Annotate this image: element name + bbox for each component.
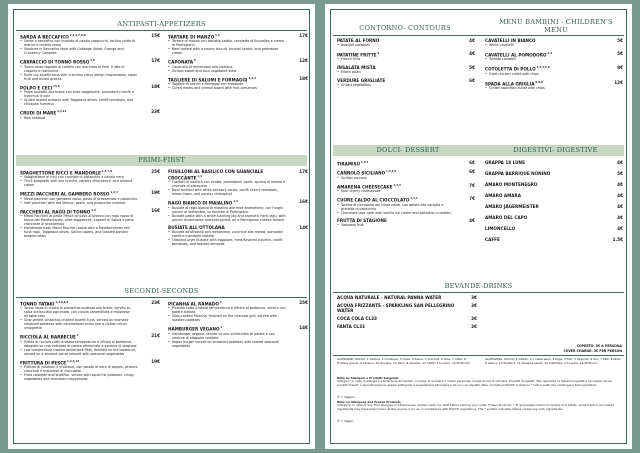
menu-item xyxy=(337,324,477,329)
bevande-list xyxy=(337,295,477,332)
menu-item-price: 16€ xyxy=(151,207,160,213)
description-line: • Tomato cavatelli xyxy=(485,57,601,61)
menu-item xyxy=(485,182,623,187)
divider xyxy=(16,30,307,31)
menu-item xyxy=(337,160,475,166)
menu-item-price: 12€ xyxy=(299,58,308,64)
section-title-secondi: SECONDI-SECONDS xyxy=(124,287,199,295)
description-line: • Raw seafood xyxy=(20,116,138,120)
menu-item xyxy=(20,169,160,187)
menu-item-price: 4€ xyxy=(469,38,475,43)
section-title-digestivi: DIGESTIVI- DIGESTIVE xyxy=(513,146,598,154)
vegan-it: Ⓥ = Vegano. xyxy=(337,395,356,399)
description-line: • Tonno rosso tagliato al coltello con marinata al lime, frutto di cappero e rosmarino xyxy=(20,65,138,73)
menu-item-name: TAGLIERE DI SALUMI E FORMAGGI $^{1,3,4}$ xyxy=(168,76,256,83)
menu-item-price: 16€ xyxy=(299,199,308,205)
menu-item-name: SPAGHETTONE RICCI E MANDORLE $^{1,4,7,8}$ xyxy=(20,170,112,176)
menu-item xyxy=(168,33,308,55)
menu-item-description xyxy=(20,175,138,187)
menu-item-description xyxy=(168,39,286,55)
section-banner-primi xyxy=(16,155,307,166)
allergen-codes: 1,4 xyxy=(90,208,96,212)
menu-item-price: 7€ xyxy=(469,182,475,188)
menu-item-name: AMARO DEL CAPO xyxy=(485,215,528,220)
description-line: • Half pacchieri with red shrimp, pesto, and pistacchio crumble xyxy=(20,201,138,205)
menu-item-name: FUSILLONI AL BASILICO CON GUANCIALE CROCCANTE $^{1,4}$ xyxy=(168,169,264,181)
menu-item xyxy=(485,226,623,231)
divider xyxy=(333,355,624,356)
description-line: • Tortino al cioccolato dal cuore caldo, con gelato alla vaniglia e granella di pistacchio xyxy=(337,203,453,211)
allergen-codes: 14,9 xyxy=(52,84,60,88)
menu-item-name: POLPO E CECI $^{14,9}$ xyxy=(20,84,60,91)
menu-item-price: 4€ xyxy=(469,217,475,223)
menu-item xyxy=(168,169,308,196)
menu-item-name: RICCIOLA AL BARBECUE $^4$ xyxy=(20,334,79,340)
cover-charge-text: COVER CHARGE: 3€ PER PERSON xyxy=(563,349,622,353)
menu-item-description xyxy=(20,65,138,81)
description-line: • French fries xyxy=(337,57,453,61)
menu-item xyxy=(168,199,308,221)
description-line: • Sicilian cannolo xyxy=(337,176,453,180)
menu-item-price: 19€ xyxy=(151,358,160,364)
primi-col-2 xyxy=(168,169,308,249)
menu-item xyxy=(337,78,475,87)
menu-item-name: TIRAMISÙ $^{1,3,4}$ xyxy=(337,161,369,167)
menu-item-name: MEZZI PACCHERI AL GAMBERO ROSSO $^{1,2,4}$ xyxy=(20,191,118,197)
menu-item-name: COCA COLA CL33 xyxy=(337,316,377,321)
menu-item-price: 8€ xyxy=(617,65,623,71)
description-line: • White cavatelli xyxy=(485,43,601,47)
antipasti-col-1 xyxy=(20,33,160,123)
description-line: • Polpo scottato alla brace con olive taggiasche, pomodorini confit e hummus di ceci xyxy=(20,90,138,98)
menu-item-price: 18€ xyxy=(299,75,308,81)
menu-item-name: CANNOLO SICILIANO $^{1,3,4,8}$ xyxy=(337,170,397,176)
menu-item-price: 19€ xyxy=(151,190,160,196)
menu-item-description xyxy=(168,230,286,246)
menu-item-price: 17€ xyxy=(299,169,308,174)
menu-item-description xyxy=(168,65,286,73)
description-line: • Tagliere di salumi e formaggi con mostarde xyxy=(168,82,286,86)
section-title-bevande: BEVANDE-DRINKS xyxy=(444,282,513,290)
menu-item-description xyxy=(337,176,453,180)
menu-item-description xyxy=(485,86,601,90)
menu-item-name: INSALATA MISTA xyxy=(337,65,376,71)
allergen-codes: 1,3,4 xyxy=(247,76,256,80)
menu-item-price: 6€ xyxy=(469,169,475,175)
description-line: • Caponata di melanzane alla siciliana xyxy=(168,65,286,69)
secondi-col-2 xyxy=(168,300,308,351)
menu-item-price: 5€ xyxy=(617,171,623,176)
menu-item-name: ACQUA NATURALE - NATURAL PANNA WATER xyxy=(337,295,442,300)
description-line: • Fusilloni al basilico con ricotta, pomodorini confit, spuma di limone e crumble di pistacchio xyxy=(168,180,286,188)
description-line: • Sarde a beccafico con insalata di cavolo cappuccio, tortino caldo di arance e mirtillo rosso xyxy=(20,39,138,47)
menu-item-description xyxy=(337,203,453,215)
dolci-list xyxy=(337,160,475,230)
menu-item-name: FANTA CL33 xyxy=(337,324,365,329)
menu-item-price: 5€ xyxy=(617,51,623,56)
digestivi-list xyxy=(485,160,623,248)
menu-item-description xyxy=(337,57,453,61)
notes-en: Allergens: In case of any food allergies or intolerances, please notify our staff before placing your order. Frozen Products: * To guarantee maximum quality and safety, some fresh or processed ingredients may have been frozen at the source or by us, in compliance with HACCP regulations. The * symbol indicates dishes containing such ingredients. xyxy=(337,403,615,411)
menu-item-name: PATATE AL FORNO xyxy=(337,38,380,43)
allergen-codes: 3,4 xyxy=(214,34,220,37)
menu-item xyxy=(337,169,475,179)
primi-col-1 xyxy=(20,169,160,241)
menu-item xyxy=(337,183,475,193)
menu-item-name: HAMBURGER VEGANO $^1$ xyxy=(168,326,223,332)
section-title-primi: PRIMI-FIRST xyxy=(138,156,185,164)
menu-item xyxy=(168,325,308,347)
menu-item-price: 3€ xyxy=(471,303,477,308)
menu-item-price: 25€ xyxy=(151,169,160,174)
description-line: • Beef tartare with a savory biscuit, brussel sprout, and parmesan cream xyxy=(168,47,286,55)
menu-item xyxy=(20,208,160,238)
menu-item-description xyxy=(337,83,453,87)
description-line: • Mezzi paccheri con gambero rosso, pesto di prezzemolo e pistacchio xyxy=(20,197,138,201)
menu-item-description xyxy=(337,223,453,227)
menu-item xyxy=(337,303,477,313)
menu-item xyxy=(485,171,623,176)
menu-item-name: COTOLETTA DI POLLO $^{1,3,4,5,6}$ xyxy=(485,66,550,72)
menu-item-price: 4€ xyxy=(617,226,623,231)
bambini-list xyxy=(485,38,623,94)
menu-item-name: CAVATELLI IN BIANCO xyxy=(485,38,536,43)
menu-item xyxy=(337,316,477,321)
menu-item-description xyxy=(337,70,453,74)
allergen-codes: 1,2,4,7,8,9 xyxy=(68,34,86,37)
description-line: • Hamburger vegano, servito su una schiacciata di patate e con verdure di stagione scottate xyxy=(168,332,286,340)
menu-item-description xyxy=(168,306,286,322)
description-line: • Sicilian sweet and sour vegetable stew xyxy=(168,69,286,73)
menu-item-description xyxy=(337,43,453,47)
menu-item-price: 17€ xyxy=(151,58,160,64)
menu-page-right xyxy=(325,4,632,449)
menu-item-name: PICANHA AL RAMADO $^7$ xyxy=(168,301,222,307)
menu-item xyxy=(485,38,623,47)
allergen-codes: 4,8,9 xyxy=(534,80,543,84)
allergen-codes: 1,4,7,8 xyxy=(100,170,112,173)
menu-item-name: CARPACCIO DI TONNO ROSSO $^{4,8}$ xyxy=(20,59,95,65)
menu-item-name: ACQUA FRIZZANTE - SPARKLING SAN PELLEGRINO WATER xyxy=(337,303,455,313)
section-title-antipasti: ANTIPASTI-APPETIZERS xyxy=(117,20,206,28)
description-line: • Tonno rosso in crosta di pistacchio scottato alla brace, servito su salsa schiacciata agrumata, con cipolla caramellata e maionese all'aglio nero xyxy=(20,306,138,318)
description-line: • Cured meats and cheese board with fruit preserves xyxy=(168,86,286,90)
secondi-col-1 xyxy=(20,300,160,384)
menu-item xyxy=(20,300,160,330)
menu-item-description xyxy=(20,340,138,356)
description-line: • Busiate al ragù bianco di maialino alle erbe aromatiche, con funghi porcini al settembre, su fonduta di Parmigiano xyxy=(168,206,286,214)
description-line: • Filetto di ricciola cotto a bassa temperatura e rifinito al barbecue, adagiato su una vellutata di carota affumicata e verdure di stagione xyxy=(20,340,138,348)
menu-item-price: 25€ xyxy=(299,300,308,305)
menu-item-description xyxy=(485,57,601,61)
menu-item-name: CRUDI DI MARE $^{2,4,14}$ xyxy=(20,110,67,116)
menu-item-name: FRITTURA DI PESCE $^{1,2,4,14}$ xyxy=(20,359,80,366)
description-line: • Mixed salad xyxy=(337,70,453,74)
menu-item xyxy=(485,237,623,242)
menu-item-name: AMARO MONTENEGRO xyxy=(485,182,538,187)
menu-item-price: 23€ xyxy=(151,109,160,115)
menu-item-description xyxy=(485,72,601,76)
menu-item-price: 14€ xyxy=(299,224,308,230)
menu-item-name: BUSIATE ALL'OTTOLANA xyxy=(168,224,225,230)
description-line: • Handmade fresh Mezzi Paccheri pasta with a Mediterranean red tuna ragù, Taggiasca olives, Salina capers, and toasted parsley breadcrumbs xyxy=(20,226,138,238)
menu-item-description xyxy=(168,82,286,90)
description-line: • Seasonal fruit xyxy=(337,223,453,227)
menu-item-description xyxy=(20,306,138,330)
menu-item xyxy=(20,58,160,80)
section-title-dolci: DOLCI- DESSERT xyxy=(376,146,440,154)
menu-item-name: VERDURE GRIGLIATE xyxy=(337,78,386,84)
menu-item-name: SARDA A BECCAFICO $^{1,2,4,7,8,9}$ xyxy=(20,34,86,40)
description-line: • Basil fusilloni with white anchovy sauce, confit cherry tomatoes, lemon foam, and parsley chlorophyll xyxy=(168,188,286,196)
menu-item-price: 6€ xyxy=(469,160,475,165)
menu-item-price: 3€ xyxy=(471,324,477,329)
contorno-list xyxy=(337,38,475,91)
menu-item-name: CUORE CALDO AL CIOCCOLATO $^{1,3,4}$ xyxy=(337,197,418,203)
allergen-codes: 1,4,6,8,9 xyxy=(54,301,69,304)
divider xyxy=(333,35,624,36)
menu-item-name: TARTARE DI MANZO $^{3,4}$ xyxy=(168,34,220,40)
allergen-codes: 1,4 xyxy=(196,175,202,178)
description-line: • Sardines in Beccafico style with Cabbage Salad, Orange and Cranberry Compote xyxy=(20,47,138,55)
allergen-codes: 7 xyxy=(218,301,222,304)
coperto-text: COPERTO: 3€ A PERSONA xyxy=(576,344,622,348)
menu-item xyxy=(485,193,623,198)
description-line: • Fried calamari and shellfish, served with squid ink potatoes, crispy vegetables and chocolate mayonnaise xyxy=(20,373,138,381)
menu-item-price: 4€ xyxy=(617,193,623,198)
menu-item-price: 3€ xyxy=(471,295,477,300)
allergen-codes: 1,2,4 xyxy=(109,191,118,195)
description-line: • Low temperature cooked amberjack fillet, finished on the barbecue, served on a smoked carrot velouté with seasonal vegetables xyxy=(20,348,138,356)
description-line: • Knife cut bluefin tuna with a sicilian citrus lemon mayonnaise, caper fruit and mixed greens xyxy=(20,73,138,81)
menu-item xyxy=(485,80,623,90)
menu-item-name: FRUTTA DI STAGIONE xyxy=(337,217,387,223)
menu-item xyxy=(337,295,477,300)
divider xyxy=(16,297,307,298)
allergen-codes: 4,8 xyxy=(89,59,95,63)
menu-item xyxy=(20,33,160,55)
allergen-codes: 4 xyxy=(75,334,79,338)
allergen-codes: 1,3,4 xyxy=(392,183,401,187)
menu-item-name: GRAPPA 18 LUNE xyxy=(485,160,525,165)
menu-item-description xyxy=(337,189,453,193)
menu-item xyxy=(485,204,623,209)
menu-item xyxy=(20,109,160,119)
menu-item xyxy=(168,58,308,72)
allergen-codes: 1,3,4,8 xyxy=(385,170,397,174)
menu-item xyxy=(485,160,623,165)
menu-item-price: 21€ xyxy=(151,333,160,339)
menu-item-name: CAFFÈ xyxy=(485,237,500,242)
notes-it: Allergeni: in caso di allergie o intolleranze alimentari, si prega di avvisare il nostro personale di sala prima di ordinare. Prodotti Surgelati: *Per garantire la massima qualità e sicurezza, alcuni prodotti freschi o lavorati possono essere sottoposti a surgelazione all'origine o da noi, nel rispetto della normativa HACCP. Il simbolo * indica piatti che contengono tali ingredienti. xyxy=(337,379,613,387)
menu-item-name: AMARENA CHEESECAKE $^{1,3,4}$ xyxy=(337,183,401,190)
menu-item xyxy=(337,38,475,47)
menu-item xyxy=(168,300,308,322)
allergen-codes: 1,4 xyxy=(546,52,553,55)
description-line: • Grilled seared octopus with Taggiasca olives, confit tomatoes, and chickpea hummus xyxy=(20,98,138,106)
menu-item xyxy=(485,215,623,220)
menu-item-description xyxy=(20,116,138,120)
menu-item-price: 6€ xyxy=(469,78,475,84)
allergens-en: ALLERGENS, HACCP: 1 Gluten, 2 Crustaceans, 3 Eggs, 4 Fish, 5 Peanuts, 6 Soy, 7 Milk, 8 Nuts, 9 Celery, 10 Mustard, 11 Sesame seeds, 12 Sulphites, 13 Lupins, 14 Molluscs. xyxy=(485,357,621,365)
menu-item-price: 4€ xyxy=(617,182,623,187)
vegan-en: Ⓥ = Vegan. xyxy=(337,419,355,423)
menu-item-price: 4€ xyxy=(617,160,623,165)
description-line: • Sour cherry cheesecake xyxy=(337,189,453,193)
menu-item-price: 18€ xyxy=(151,83,160,89)
description-line: • Ottolana-style Busiate with eggplant, mint-flavored zucchini, confit tomatoes, and toasted almonds xyxy=(168,238,286,246)
menu-item xyxy=(337,51,475,61)
menu-item xyxy=(20,84,160,106)
menu-item-description xyxy=(20,197,138,205)
menu-item-price: 7€ xyxy=(469,196,475,202)
menu-item-name: AMARO JÄGERMEISTER xyxy=(485,204,539,209)
menu-item-description xyxy=(168,180,286,196)
menu-item-price: 15€ xyxy=(151,33,160,38)
description-line: • Roasted potatoes xyxy=(337,43,453,47)
allergen-codes: 2,4,14 xyxy=(56,110,67,114)
allergen-codes: 1 xyxy=(219,326,223,330)
menu-item-description xyxy=(168,332,286,348)
notes-it-title: Nota su Allergeni e Prodotti Surgelati xyxy=(337,376,399,380)
description-line: • Char-grilled, pistachio-crusted bluefin tuna, served on aromatic smashed potatoes with caramelized onion and a sicilian citrus vinaigrette xyxy=(20,318,138,330)
description-line: • Picanha cotta a bassa temperatura e rifinita al barbecue, servito con patate arrosto xyxy=(168,306,286,314)
menu-item-name: SPADA ALLA GRIGLIA $^{4,8,9}$ xyxy=(485,80,543,87)
notes-en-title: Note on Allergens and Frozen Products xyxy=(337,400,401,404)
menu-item-price: 5€ xyxy=(469,65,475,71)
menu-item-description xyxy=(168,206,286,222)
menu-item xyxy=(20,190,160,204)
allergen-codes: 9 xyxy=(193,59,196,63)
menu-page-left xyxy=(8,4,315,449)
allergen-codes: 9 xyxy=(376,52,380,55)
menu-item-description xyxy=(485,43,601,47)
allergen-codes: 1,4 xyxy=(232,200,238,204)
allergen-codes: 1,3,4 xyxy=(409,197,418,201)
menu-item-name: CAPONATA $^9$ xyxy=(168,59,196,65)
description-line: • Chocolate lava cake with vanilla ice cream and pistachio crumbles xyxy=(337,211,453,215)
menu-item-name: RAGÙ BIANCO DI MAIALINO $^{1,4}$ xyxy=(168,200,238,206)
menu-item xyxy=(337,65,475,74)
menu-item-price: 4€ xyxy=(617,204,623,209)
menu-item-price: 5€ xyxy=(617,38,623,43)
allergen-codes: 1,3,4,5,6 xyxy=(535,66,550,70)
description-line: • Busiate all'ottolana con melanzane, zucchine alla menta, pomodori confit e mandorle tostate xyxy=(168,230,286,238)
menu-item-description xyxy=(20,365,138,381)
menu-item-price: 4€ xyxy=(469,51,475,56)
description-line: • Spaghettone ai ricci con crumble di pistacchio e cavolo nero xyxy=(20,175,138,179)
allergens-it: ALLERGENI, HACCP: 1 Glutine, 2 Crostacei, 3 Uova, 4 Pesce, 5 Arachidi, 6 Soia, 7 Latte, 8 Frutta a guscio, 9 Sedano, 10 Senape, 11 Semi di sesamo, 12 Solfiti, 13 Lupini, 14 Molluschi. xyxy=(337,357,471,365)
description-line: • Busiate pasta with a white suckling pig and aromatic herb ragù, with porcini mushrooms charcoal-grilled, on a Parmigiano cheese fondue xyxy=(168,214,286,222)
allergen-codes: 1,2,4,14 xyxy=(66,359,80,363)
description-line: • Fried chicken cutlet with chips xyxy=(485,72,601,76)
menu-item-name: CAVATELLI AL POMODORO $^{1,4}$ xyxy=(485,52,553,58)
menu-item xyxy=(337,218,475,227)
menu-item-description xyxy=(20,90,138,106)
menu-item xyxy=(20,359,160,381)
menu-item-price: 3€ xyxy=(471,316,477,321)
antipasti-col-2 xyxy=(168,33,308,93)
description-line: • Mezzi Paccheri di pasta fresca all'uovo al bronzo con ragù rosso di tonno del Mediterraneo, olive taggiasche, capperi di Salina e pane croccante al prezzemolo xyxy=(20,214,138,226)
description-line: • Vegan burger served on smashed potatoes with seared seasonal vegetables xyxy=(168,340,286,348)
menu-item-price: 12€ xyxy=(614,79,623,85)
menu-item-name: GRAPPA BARRIQUE NONINO xyxy=(485,171,551,176)
description-line: • Tartare di manzo con biscotto salato, cavoletto di Bruxelles e crema di Parmigiano xyxy=(168,39,286,47)
allergen-codes: 1,3,4 xyxy=(360,161,369,164)
menu-item-price: 17€ xyxy=(299,33,308,38)
menu-item-name: AMARO AMARA xyxy=(485,193,522,198)
menu-item-name: PACCHERI AL RAGÙ DI TONNO $^{1,4}$ xyxy=(20,208,96,215)
menu-item-price: 4€ xyxy=(617,215,623,220)
menu-item-name: PATATINE FRITTE $^9$ xyxy=(337,52,380,58)
menu-item xyxy=(20,333,160,355)
menu-item xyxy=(168,76,308,90)
description-line: • Frittura di calamari e crostacei, con patate al nero di seppia, verdure croccanti e maionese al cioccolato xyxy=(20,365,138,373)
divider xyxy=(333,292,624,293)
menu-item-description xyxy=(20,39,138,55)
menu-item-name: TONNO TATAKI $^{1,4,6,8,9}$ xyxy=(20,301,69,307)
description-line: • Grilled vegetables xyxy=(337,83,453,87)
section-title-contorno: CONTORNO- CONTOURS xyxy=(359,24,451,32)
menu-item-name: LIMONCELLO xyxy=(485,226,516,231)
menu-item xyxy=(485,51,623,61)
menu-item-price: 1.5€ xyxy=(612,237,623,242)
menu-item xyxy=(337,196,475,214)
menu-item-price: 23€ xyxy=(151,300,160,305)
menu-item xyxy=(485,65,623,75)
menu-item-description xyxy=(20,214,138,238)
menu-item-price: 14€ xyxy=(299,325,308,331)
description-line: • Thick spaghetti with sea urchins, parsley chlorophyll, and almond cream xyxy=(20,179,138,187)
section-banner-dolci xyxy=(333,145,624,156)
section-title-bambini: MENU BAMBINI - CHILDREN'S MENU xyxy=(499,18,613,34)
menu-item xyxy=(168,225,308,246)
description-line: • Grilled swordfish cutlet with chips xyxy=(485,86,601,90)
description-line: • Slow-cooked Picanha, finished on the charcoal grill, served with roasted potatoes xyxy=(168,314,286,322)
